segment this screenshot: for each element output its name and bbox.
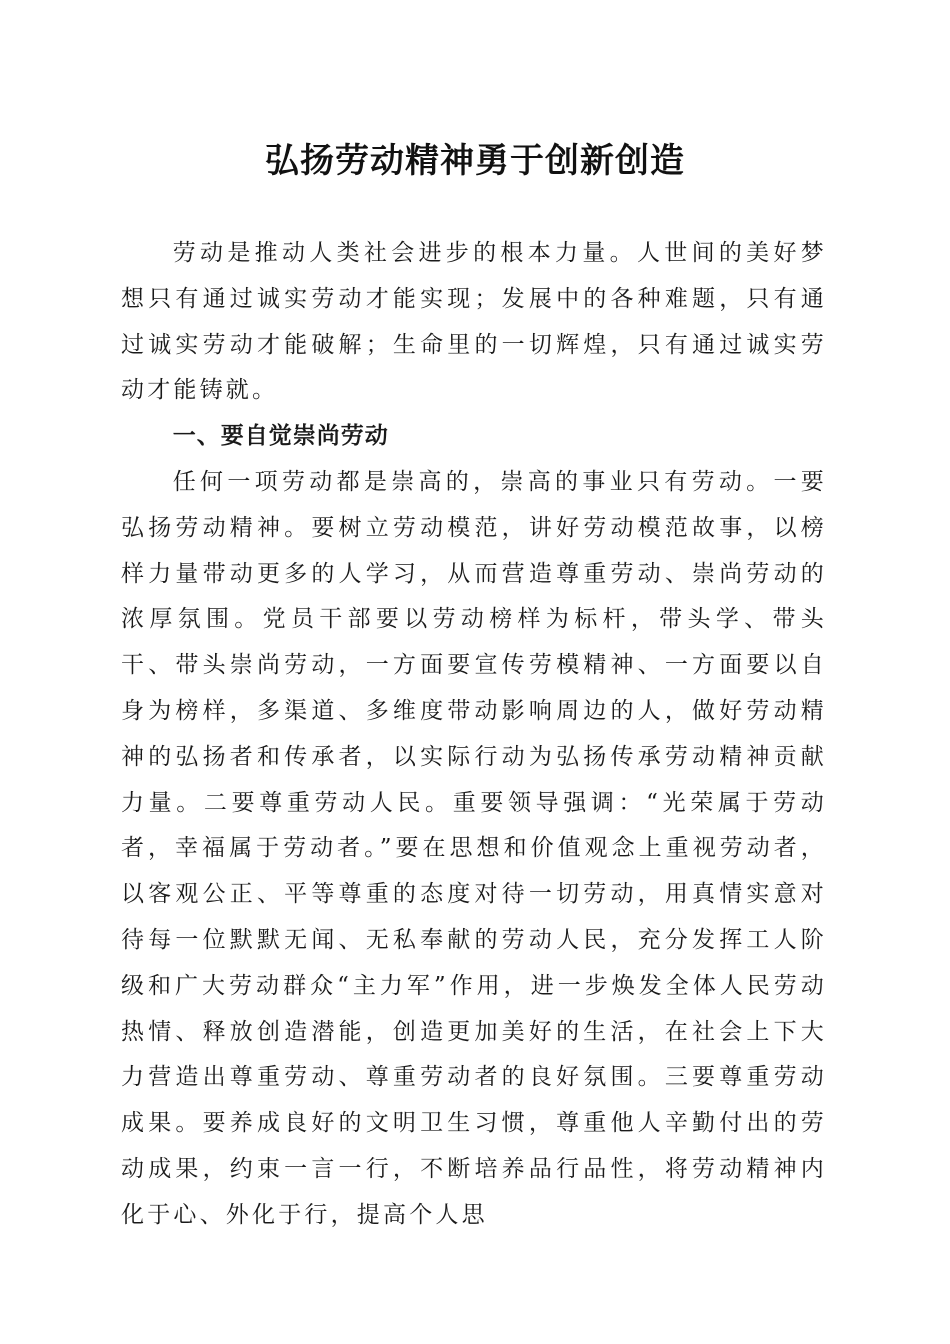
section-paragraph: 任何一项劳动都是崇高的，崇高的事业只有劳动。一要弘扬劳动精神。要树立劳动模范，讲好劳动模范故事，以榜样力量带动更多的人学习，从而营造尊重劳动、崇尚劳动的浓厚氛围。党员干部要以劳动榜样为标杆，带头学、带头干、带头崇尚劳动，一方面要宣传劳模精神、一方面要以自身为榜样，多渠道、多维度带动影响周边的人，做好劳动精神的弘扬者和传承者，以实际行动为弘扬传承劳动精神贡献力量。二要尊重劳动人民。重要领导强调：“光荣属于劳动者，幸福属于劳动者。”要在思想和价值观念上重视劳动者，以客观公正、平等尊重的态度对待一切劳动，用真情实意对待每一位默默无闻、无私奉献的劳动人民，充分发挥工人阶级和广大劳动群众“主力军”作用，进一步焕发全体人民劳动热情、释放创造潜能，创造更加美好的生活，在社会上下大力营造出尊重劳动、尊重劳动者的良好氛围。三要尊重劳动成果。要养成良好的文明卫生习惯，尊重他人辛勤付出的劳动成果，约束一言一行，不断培养品行品性，将劳动精神内化于心、外化于行，提高个人思 [121, 468, 827, 1228]
section-heading: 一、要自觉崇尚劳动 [172, 423, 389, 450]
document-title: 弘扬劳动精神勇于创新创造 [265, 141, 685, 181]
document-body [121, 231, 827, 1239]
intro-paragraph: 劳动是推动人类社会进步的根本力量。人世间的美好梦想只有通过诚实劳动才能实现；发展中的各种难题，只有通过诚实劳动才能破解；生命里的一切辉煌，只有通过诚实劳动才能铸就。 [121, 240, 827, 404]
